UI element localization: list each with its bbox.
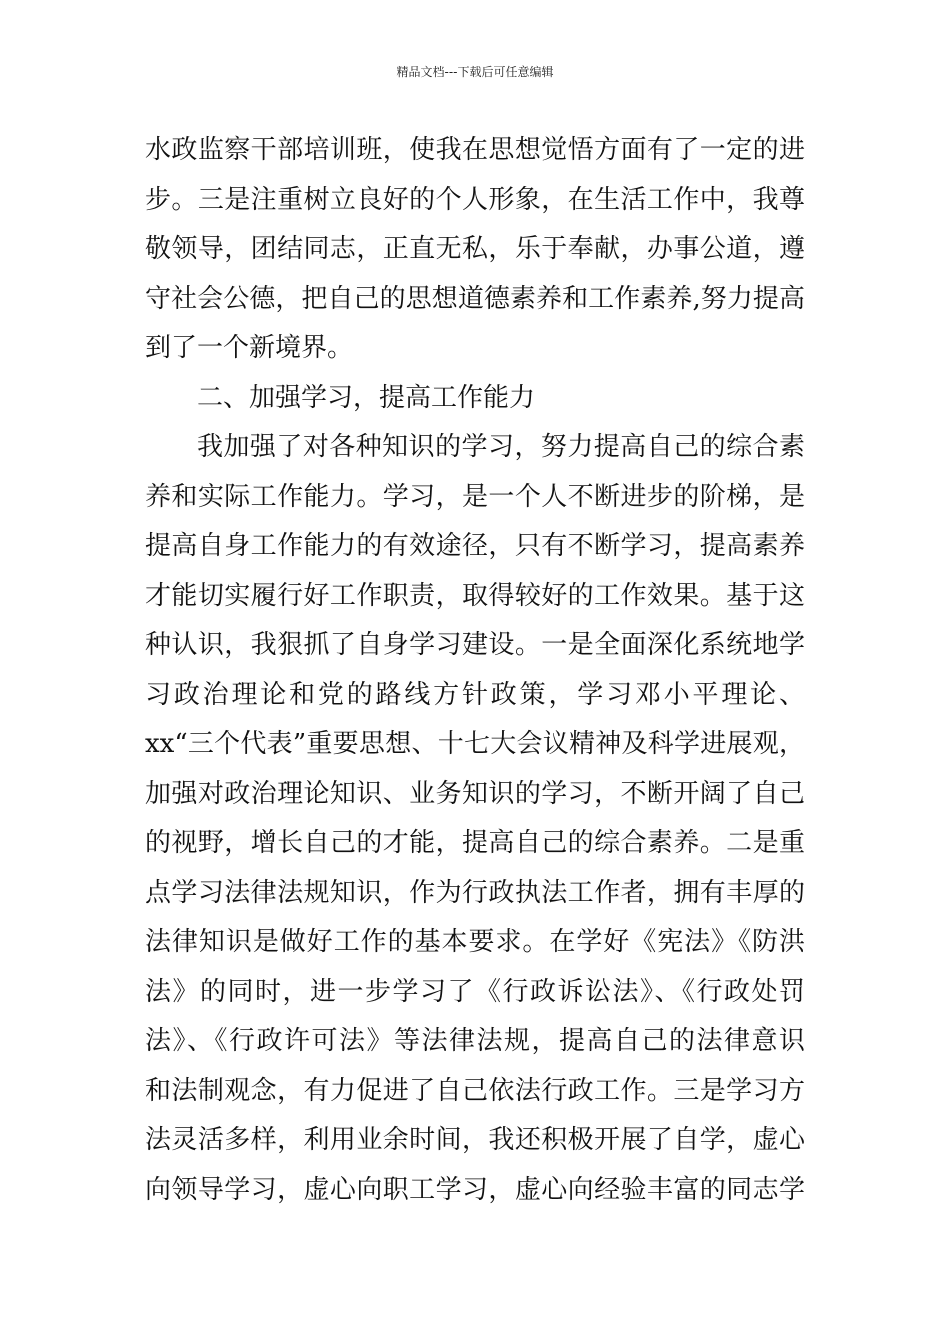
- text-line: 水政监察干部培训班，使我在思想觉悟方面有了一定的进: [145, 135, 805, 165]
- text-line: 法灵活多样，利用业余时间，我还积极开展了自学，虚心: [145, 1125, 805, 1155]
- text-line: 我加强了对各种知识的学习，努力提高自己的综合素: [197, 432, 805, 462]
- text-line: 的视野，增长自己的才能，提高自己的综合素养。二是重: [145, 828, 805, 858]
- text-line: 法》、《行政许可法》等法律法规，提高自己的法律意识: [145, 1026, 805, 1056]
- text-line: 习政治理论和党的路线方针政策，学习邓小平理论、: [145, 679, 805, 710]
- text-line: 提高自身工作能力的有效途径，只有不断学习，提高素养: [145, 531, 805, 561]
- section-heading: 二、加强学习，提高工作能力: [197, 382, 536, 413]
- text-line: 步。三是注重树立良好的个人形象，在生活工作中，我尊: [145, 184, 805, 215]
- text-line: 点学习法律法规知识，作为行政执法工作者，拥有丰厚的: [145, 877, 805, 908]
- text-line: 守社会公德，把自己的思想道德素养和工作素养,努力提高: [145, 283, 805, 314]
- text-line: 敬领导，团结同志，正直无私，乐于奉献，办事公道，遵: [145, 234, 805, 264]
- text-line: 才能切实履行好工作职责，取得较好的工作效果。基于这: [145, 580, 805, 611]
- text-line: 法律知识是做好工作的基本要求。在学好《宪法》《防洪: [145, 927, 805, 957]
- page-header: 精品文档---下载后可任意编辑: [396, 65, 554, 79]
- text-line: 种认识，我狠抓了自身学习建设。一是全面深化系统地学: [145, 630, 805, 660]
- text-line: 到了一个新境界。: [145, 333, 354, 363]
- text-line: 加强对政治理论知识、业务知识的学习，不断开阔了自己: [145, 778, 805, 809]
- text-line: 向领导学习，虚心向职工学习，虚心向经验丰富的同志学: [145, 1174, 805, 1205]
- text-line: 和法制观念，有力促进了自己依法行政工作。三是学习方: [145, 1075, 805, 1106]
- document-body: [145, 126, 805, 1215]
- text-line: xx“三个代表”重要思想、十七大会议精神及科学进展观，: [145, 729, 805, 759]
- text-line: 法》的同时，进一步学习了《行政诉讼法》、《行政处罚: [145, 976, 805, 1007]
- text-line: 养和实际工作能力。学习，是一个人不断进步的阶梯，是: [145, 481, 805, 512]
